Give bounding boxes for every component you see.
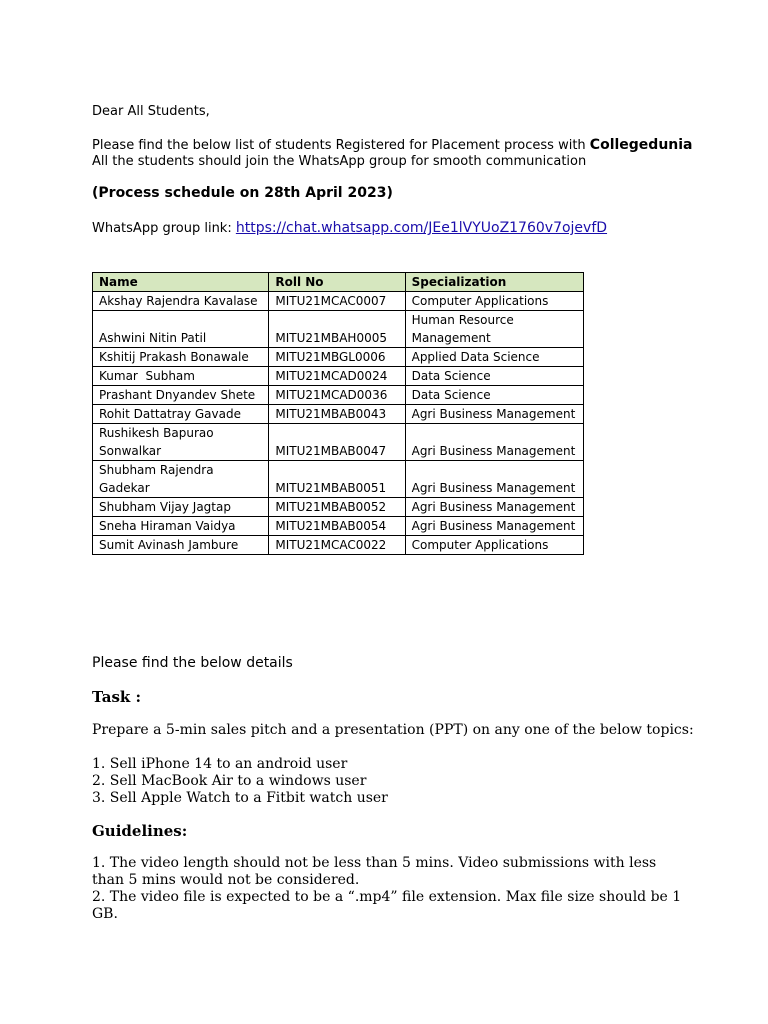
cell-spec: Applied Data Science: [405, 348, 583, 367]
cell-name: Shubham Vijay Jagtap: [93, 498, 269, 517]
cell-name: Shubham Rajendra Gadekar: [93, 461, 269, 498]
intro-text: Please find the below list of students Registered for Placement process with: [92, 138, 590, 153]
cell-name: Sneha Hiraman Vaidya: [93, 517, 269, 536]
cell-name: Kumar Subham: [93, 367, 269, 386]
header-specialization: Specialization: [405, 273, 583, 292]
table-row: [93, 348, 584, 367]
list-item: 2. Sell MacBook Air to a windows user: [92, 773, 367, 789]
cell-roll: MITU21MBAB0051: [269, 461, 405, 498]
guidelines-heading: Guidelines:: [92, 822, 188, 840]
table-row: [93, 536, 584, 555]
cell-name: Sumit Avinash Jambure: [93, 536, 269, 555]
cell-roll: MITU21MCAD0024: [269, 367, 405, 386]
greeting: Dear All Students,: [92, 104, 210, 119]
cell-name: Ashwini Nitin Patil: [93, 311, 269, 348]
table-row: [93, 367, 584, 386]
header-roll-no: Roll No: [269, 273, 405, 292]
cell-roll: MITU21MBAH0005: [269, 311, 405, 348]
cell-spec: Data Science: [405, 386, 583, 405]
whatsapp-line: [92, 220, 607, 236]
cell-spec: Human Resource Management: [405, 311, 583, 348]
intro-line: [92, 137, 693, 153]
cell-name: Prashant Dnyandev Shete: [93, 386, 269, 405]
cell-roll: MITU21MBAB0052: [269, 498, 405, 517]
cell-roll: MITU21MBAB0043: [269, 405, 405, 424]
table-row: [93, 405, 584, 424]
cell-spec: Agri Business Management: [405, 517, 583, 536]
cell-spec: Computer Applications: [405, 536, 583, 555]
table-row: [93, 461, 584, 498]
table-row: [93, 424, 584, 461]
header-name: Name: [93, 273, 269, 292]
intro-line-2: All the students should join the WhatsApp group for smooth communication: [92, 154, 587, 169]
table-row: [93, 386, 584, 405]
cell-name: Rushikesh Bapurao Sonwalkar: [93, 424, 269, 461]
cell-roll: MITU21MBAB0047: [269, 424, 405, 461]
cell-spec: Agri Business Management: [405, 498, 583, 517]
list-item: 1. Sell iPhone 14 to an android user: [92, 756, 348, 772]
cell-spec: Agri Business Management: [405, 424, 583, 461]
whatsapp-label: WhatsApp group link:: [92, 221, 236, 236]
table-row: [93, 498, 584, 517]
cell-spec: Agri Business Management: [405, 461, 583, 498]
guideline-item: 2. The video file is expected to be a “.mp4” file extension. Max file size should be 1 GB.: [92, 889, 682, 922]
table-row: [93, 292, 584, 311]
table-header-row: [93, 273, 584, 292]
cell-name: Kshitij Prakash Bonawale: [93, 348, 269, 367]
cell-spec: Agri Business Management: [405, 405, 583, 424]
table-row: [93, 517, 584, 536]
schedule-heading: (Process schedule on 28th April 2023): [92, 185, 393, 201]
cell-spec: Data Science: [405, 367, 583, 386]
cell-roll: MITU21MBGL0006: [269, 348, 405, 367]
cell-name: Akshay Rajendra Kavalase: [93, 292, 269, 311]
details-intro: Please find the below details: [92, 655, 293, 671]
cell-name: Rohit Dattatray Gavade: [93, 405, 269, 424]
guideline-item: 1. The video length should not be less than 5 mins. Video submissions with less than 5 mins would not be considered.: [92, 855, 657, 888]
table-row: [93, 311, 584, 348]
topics-list: [92, 756, 388, 807]
whatsapp-link[interactable]: https://chat.whatsapp.com/JEe1lVYUoZ1760v7ojevfD: [235, 220, 608, 236]
task-heading: Task :: [92, 688, 142, 706]
list-item: 3. Sell Apple Watch to a Fitbit watch user: [92, 790, 388, 806]
students-table: [92, 272, 584, 555]
company-name: Collegedunia: [589, 137, 693, 153]
cell-roll: MITU21MCAD0036: [269, 386, 405, 405]
cell-spec: Computer Applications: [405, 292, 583, 311]
task-text: Prepare a 5-min sales pitch and a presentation (PPT) on any one of the below topics:: [92, 722, 694, 738]
cell-roll: MITU21MBAB0054: [269, 517, 405, 536]
cell-roll: MITU21MCAC0007: [269, 292, 405, 311]
cell-roll: MITU21MCAC0022: [269, 536, 405, 555]
